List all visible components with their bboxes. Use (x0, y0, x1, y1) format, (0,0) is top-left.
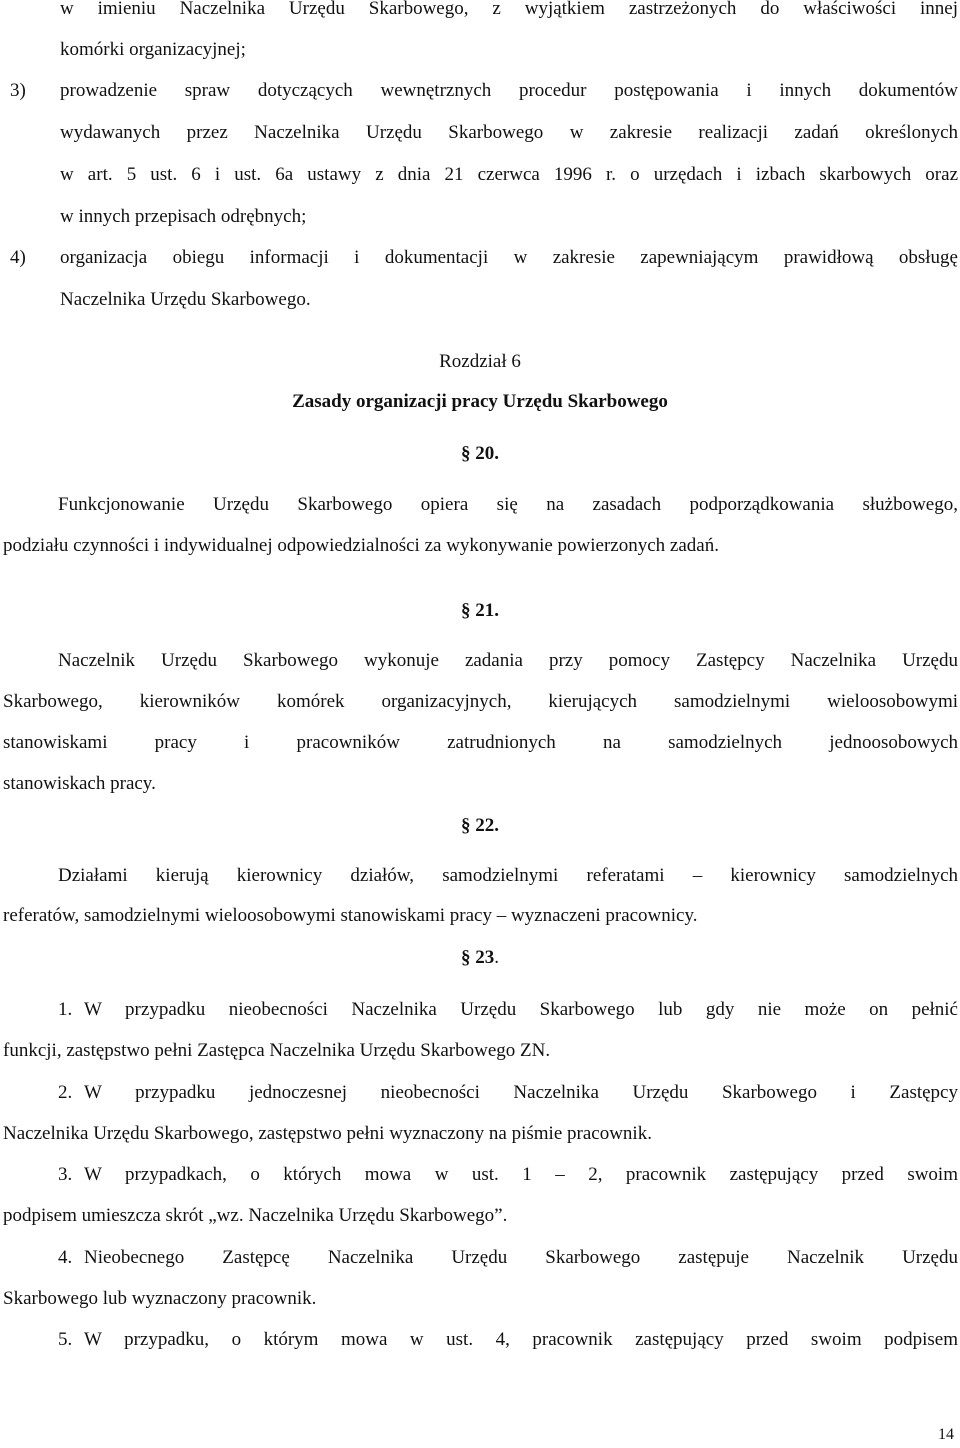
text-line: w art. 5 ust. 6 i ust. 6a ustawy z dnia 21 czerwca 1996 r. o urzędach i izbach skarbowych oraz (60, 164, 958, 185)
text-line: wydawanych przez Naczelnika Urzędu Skarbowego w zakresie realizacji zadań określonych (60, 122, 958, 143)
section-heading (0, 945, 960, 971)
point-number: 3. (58, 1164, 73, 1185)
point-number: 1. (58, 999, 73, 1020)
section-number-suffix: . (494, 947, 499, 968)
section-number: 21. (475, 600, 499, 621)
text-line: W przypadku nieobecności Naczelnika Urzędu Skarbowego lub gdy nie może on pełnić (84, 999, 958, 1020)
text-line: Naczelnika Urzędu Skarbowego. (60, 289, 311, 310)
text-line: funkcji, zastępstwo pełni Zastępca Naczelnika Urzędu Skarbowego ZN. (3, 1040, 551, 1061)
text-line: Skarbowego lub wyznaczony pracownik. (3, 1288, 317, 1309)
section-heading (0, 598, 960, 624)
text-line: W przypadku, o którym mowa w ust. 4, pracownik zastępujący przed swoim podpisem (84, 1329, 958, 1350)
text-line: stanowiskami pracy i pracowników zatrudnionych na samodzielnych jednoosobowych (3, 732, 958, 753)
section-symbol: § (461, 947, 471, 968)
section-heading (0, 813, 960, 839)
text-line: w imieniu Naczelnika Urzędu Skarbowego, z wyjątkiem zastrzeżonych do właściwości innej (60, 0, 958, 19)
text-line: podpisem umieszcza skrót „wz. Naczelnika Urzędu Skarbowego”. (3, 1205, 508, 1226)
text-line: organizacja obiegu informacji i dokumentacji w zakresie zapewniającym prawidłową obsługę (60, 247, 958, 268)
text-line: Nieobecnego Zastępcę Naczelnika Urzędu Skarbowego zastępuje Naczelnik Urzędu (84, 1247, 958, 1268)
point-number: 5. (58, 1329, 73, 1350)
section-heading (0, 441, 960, 467)
chapter-label: Rozdział 6 (439, 351, 521, 372)
list-item-number: 3) (10, 80, 26, 101)
text-line: prowadzenie spraw dotyczących wewnętrznych procedur postępowania i innych dokumentów (60, 80, 958, 101)
text-line: w innych przepisach odrębnych; (60, 206, 307, 227)
list-item-number: 4) (10, 247, 26, 268)
section-number: 22. (475, 815, 499, 836)
section-symbol: § (461, 443, 471, 464)
text-line: Skarbowego, kierowników komórek organizacyjnych, kierujących samodzielnymi wieloosobowymi (3, 691, 958, 712)
section-symbol: § (461, 815, 471, 836)
text-line: Naczelnika Urzędu Skarbowego, zastępstwo pełni wyznaczony na piśmie pracownik. (3, 1123, 652, 1144)
chapter-title: Zasady organizacji pracy Urzędu Skarbowego (292, 391, 668, 412)
text-line: Naczelnik Urzędu Skarbowego wykonuje zadania przy pomocy Zastępcy Naczelnika Urzędu (58, 650, 958, 671)
text-line: referatów, samodzielnymi wieloosobowymi stanowiskami pracy – wyznaczeni pracownicy. (3, 905, 698, 926)
section-symbol: § (461, 600, 471, 621)
text-line: stanowiskach pracy. (3, 773, 156, 794)
text-line: komórki organizacyjnej; (60, 39, 246, 60)
point-number: 4. (58, 1247, 73, 1268)
section-number: 23 (475, 947, 495, 968)
section-number: 20. (475, 443, 499, 464)
point-number: 2. (58, 1082, 73, 1103)
text-line: W przypadku jednoczesnej nieobecności Naczelnika Urzędu Skarbowego i Zastępcy (84, 1082, 958, 1103)
text-line: podziału czynności i indywidualnej odpowiedzialności za wykonywanie powierzonych zadań. (3, 535, 719, 556)
text-line: Funkcjonowanie Urzędu Skarbowego opiera się na zasadach podporządkowania służbowego, (58, 494, 958, 515)
text-line: Działami kierują kierownicy działów, samodzielnymi referatami – kierownicy samodzielnych (58, 865, 958, 886)
text-line: W przypadkach, o których mowa w ust. 1 – 2, pracownik zastępujący przed swoim (84, 1164, 958, 1185)
page-number: 14 (938, 1426, 954, 1443)
